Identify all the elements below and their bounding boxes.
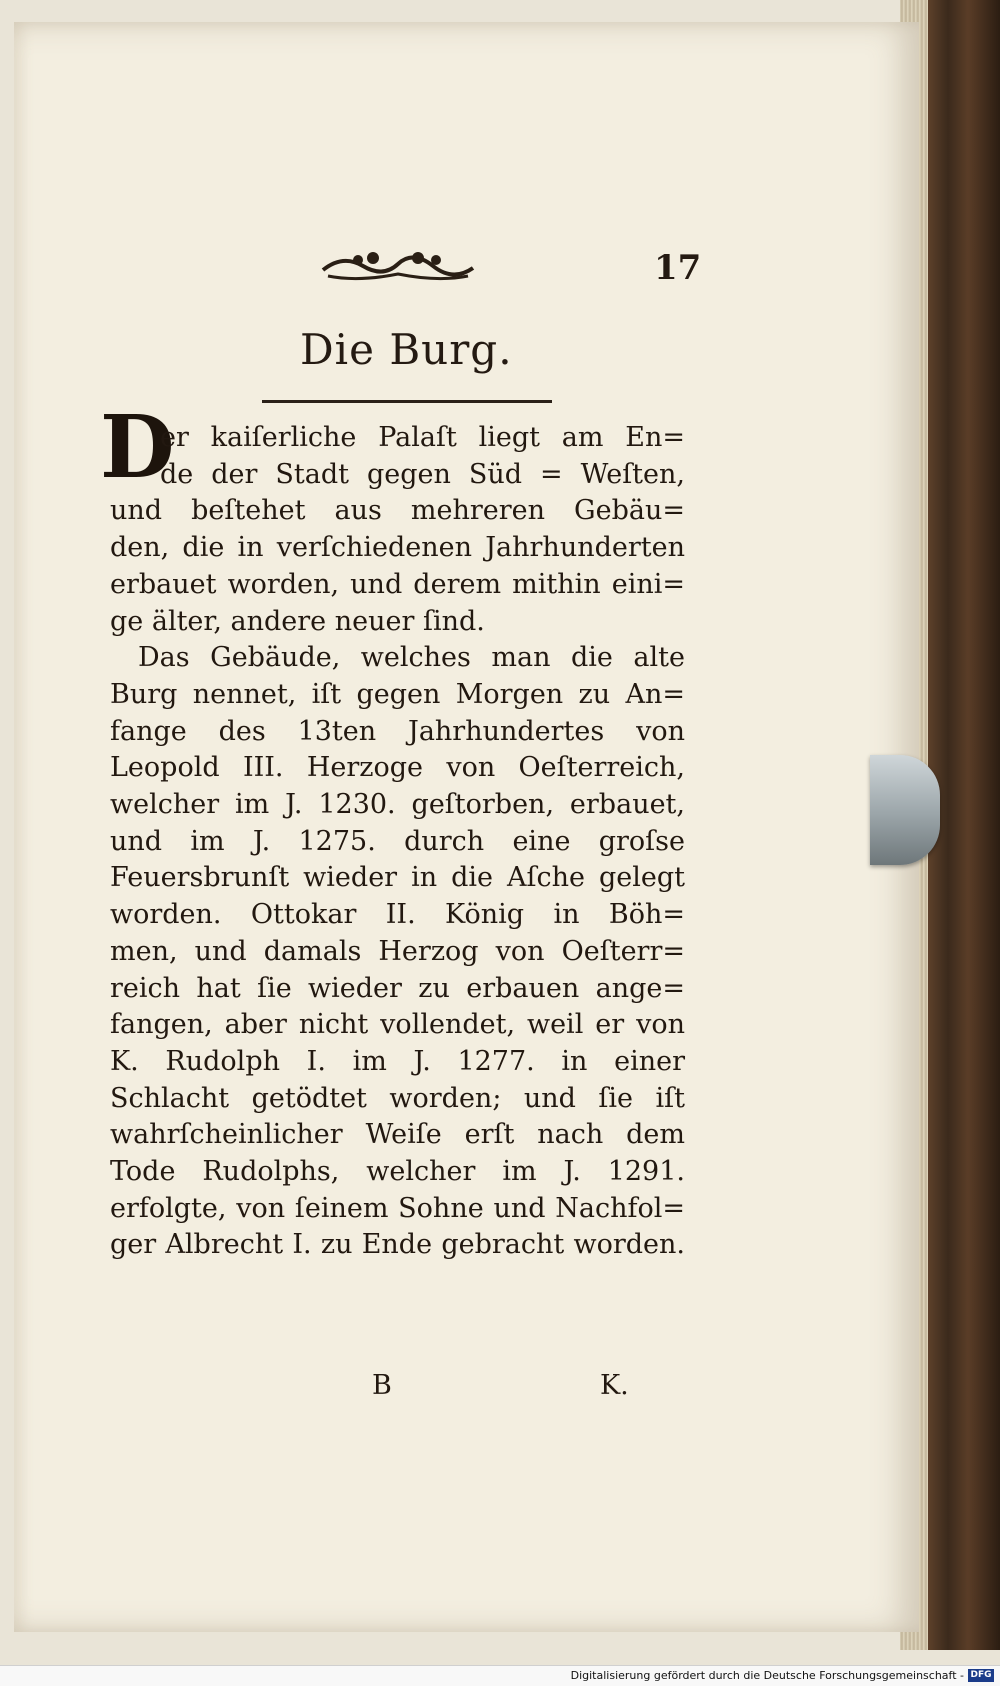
text-line: ge älter, andere neuer ſind.	[110, 605, 485, 637]
text-line: den, die in verſchiedenen Jahrhunderten	[110, 532, 685, 564]
text-line: fange des 13ten Jahrhundertes von	[110, 715, 685, 747]
signature-mark: B	[372, 1370, 392, 1401]
text-line: reich hat ſie wieder zu erbauen ange=	[110, 972, 685, 1004]
text-line: men, und damals Herzog von Oeſterr=	[110, 935, 685, 967]
text-line: K. Rudolph I. im J. 1277. in einer	[110, 1045, 685, 1077]
text-line: und beſtehet aus mehreren Gebäu=	[110, 495, 685, 527]
body-text	[110, 420, 685, 1264]
page-title: Die Burg.	[300, 325, 513, 374]
text-line: Das Gebäude, welches man die alte	[138, 642, 685, 674]
drop-cap: D	[100, 397, 175, 498]
text-line: Schlacht getödtet worden; und ſie iſt	[110, 1082, 685, 1114]
text-line: er kaiſerliche Palaſt liegt am En=	[160, 422, 685, 453]
footer-bar	[0, 1665, 1000, 1686]
text-line: und im J. 1275. durch eine groſse	[110, 825, 685, 857]
ornament-headpiece	[318, 246, 478, 284]
title-rule	[262, 400, 552, 403]
catchword: K.	[600, 1370, 629, 1401]
funding-credit: Digitalisierung gefördert durch die Deutsche Forschungsgemeinschaft -	[570, 1669, 964, 1682]
text-line: Tode Rudolphs, welcher im J. 1291.	[110, 1156, 685, 1188]
text-line: ger Albrecht I. zu Ende gebracht worden.	[110, 1229, 685, 1261]
text-line: fangen, aber nicht vollendet, weil er von	[110, 1009, 685, 1041]
text-line: Feuersbrunſt wieder in die Aſche gelegt	[110, 862, 685, 894]
page-clip	[870, 755, 940, 865]
text-line: wahrſcheinlicher Weiſe erſt nach dem	[110, 1119, 685, 1151]
text-line: worden. Ottokar II. König in Böh=	[110, 899, 685, 931]
text-line: erfolgte, von ſeinem Sohne und Nachfol=	[110, 1192, 685, 1224]
text-line: Leopold III. Herzoge von Oeſterreich,	[110, 752, 685, 784]
dfg-logo: DFG	[968, 1669, 994, 1682]
text-line: erbauet worden, und derem mithin eini=	[110, 568, 685, 600]
text-line: Burg nennet, iſt gegen Morgen zu An=	[110, 678, 685, 710]
text-line: welcher im J. 1230. geſtorben, erbauet,	[110, 789, 685, 821]
text-line: de der Stadt gegen Süd = Weſten,	[160, 458, 685, 490]
page-number: 17	[654, 248, 702, 288]
